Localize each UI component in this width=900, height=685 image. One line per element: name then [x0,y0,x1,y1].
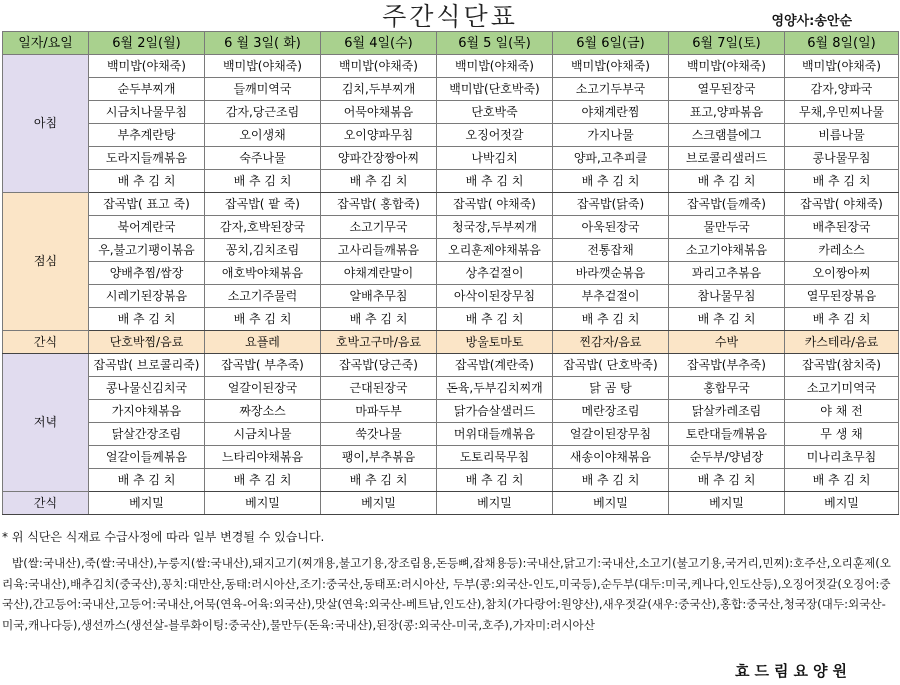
menu-row [3,446,899,469]
menu-cell: 호박고구마/음료 [321,331,437,354]
menu-cell: 스크램블에그 [669,124,785,147]
menu-cell: 시금치나물무침 [89,101,205,124]
menu-cell: 양배추찜/쌈장 [89,262,205,285]
menu-cell: 배 추 김 치 [437,170,553,193]
menu-cell: 배 추 김 치 [785,308,899,331]
menu-cell: 배 추 김 치 [89,308,205,331]
menu-cell: 수박 [669,331,785,354]
menu-cell: 고사리들깨볶음 [321,239,437,262]
menu-cell: 백미밥(야채죽) [205,55,321,78]
menu-cell: 표고,양파볶음 [669,101,785,124]
menu-cell: 잡곡밥( 홍합죽) [321,193,437,216]
menu-cell: 베지밀 [89,492,205,515]
menu-cell: 닭살간장조림 [89,423,205,446]
menu-cell: 배 추 김 치 [89,469,205,492]
menu-cell: 배 추 김 치 [205,170,321,193]
meal-label: 간식 [3,331,89,354]
menu-cell: 배 추 김 치 [553,170,669,193]
menu-cell: 잡곡밥(부추죽) [669,354,785,377]
menu-cell: 카스테라/음료 [785,331,899,354]
menu-cell: 요플레 [205,331,321,354]
menu-cell: 베지밀 [437,492,553,515]
meal-label: 아침 [3,55,89,193]
menu-row [3,124,899,147]
menu-row [3,262,899,285]
menu-cell: 백미밥(야채죽) [437,55,553,78]
menu-cell: 찐감자/음료 [553,331,669,354]
menu-cell: 아삭이된장무침 [437,285,553,308]
header-date-day: 일자/요일 [3,32,89,55]
meal-label: 점심 [3,193,89,331]
header-day-5: 6월 6일(금) [553,32,669,55]
menu-cell: 단호박죽 [437,101,553,124]
menu-cell: 머위대들깨볶음 [437,423,553,446]
menu-cell: 야채계란찜 [553,101,669,124]
menu-cell: 감자,호박된장국 [205,216,321,239]
menu-cell: 얼갈이된장국 [205,377,321,400]
menu-cell: 잡곡밥( 브로콜리죽) [89,354,205,377]
menu-cell: 백미밥(야채죽) [785,55,899,78]
menu-row [3,55,899,78]
menu-cell: 도라지들깨볶음 [89,147,205,170]
menu-cell: 배 추 김 치 [321,170,437,193]
menu-cell: 돈육,두부김치찌개 [437,377,553,400]
menu-cell: 짜장소스 [205,400,321,423]
header-row [3,32,899,55]
menu-cell: 콩나물무침 [785,147,899,170]
menu-cell: 콩나물신김치국 [89,377,205,400]
menu-cell: 가지야채볶음 [89,400,205,423]
menu-row [3,354,899,377]
menu-cell: 애호박야채볶음 [205,262,321,285]
menu-cell: 감자,당근조림 [205,101,321,124]
menu-row [3,239,899,262]
menu-cell: 백미밥(야채죽) [553,55,669,78]
menu-row [3,400,899,423]
menu-cell: 도토리묵무침 [437,446,553,469]
menu-cell: 백미밥(야채죽) [89,55,205,78]
menu-cell: 열무된장볶음 [785,285,899,308]
menu-cell: 잡곡밥(들깨죽) [669,193,785,216]
menu-cell: 배 추 김 치 [553,308,669,331]
menu-cell: 들깨미역국 [205,78,321,101]
menu-row [3,147,899,170]
menu-cell: 야 채 전 [785,400,899,423]
menu-cell: 배 추 김 치 [553,469,669,492]
page-title: 주간식단표 [382,2,518,31]
menu-cell: 새송이야채볶음 [553,446,669,469]
menu-cell: 오이생채 [205,124,321,147]
menu-row [3,193,899,216]
menu-cell: 무채,우민찌나물 [785,101,899,124]
menu-cell: 오이양파무침 [321,124,437,147]
menu-cell: 소고기무국 [321,216,437,239]
menu-cell: 닭 곰 탕 [553,377,669,400]
menu-cell: 홍합무국 [669,377,785,400]
menu-cell: 순두부/양념장 [669,446,785,469]
menu-cell: 잡곡밥(계란죽) [437,354,553,377]
meal-label: 간식 [3,492,89,515]
menu-cell: 미나리초무침 [785,446,899,469]
menu-cell: 꽁치,김치조림 [205,239,321,262]
menu-cell: 참나물무침 [669,285,785,308]
menu-cell: 소고기야채볶음 [669,239,785,262]
menu-cell: 양파,고추피클 [553,147,669,170]
menu-cell: 쑥갓나물 [321,423,437,446]
menu-cell: 얼갈이들께볶음 [89,446,205,469]
menu-cell: 숙주나물 [205,147,321,170]
menu-cell: 잡곡밥(참치죽) [785,354,899,377]
menu-cell: 베지밀 [205,492,321,515]
menu-cell: 닭살카레조림 [669,400,785,423]
menu-cell: 북어계란국 [89,216,205,239]
menu-cell: 바라깻순볶음 [553,262,669,285]
menu-cell: 어묵야채볶음 [321,101,437,124]
menu-cell: 베지밀 [553,492,669,515]
header-day-6: 6월 7일(토) [669,32,785,55]
menu-cell: 소고기주물럭 [205,285,321,308]
menu-cell: 가지나물 [553,124,669,147]
menu-cell: 베지밀 [785,492,899,515]
menu-cell: 베지밀 [321,492,437,515]
menu-cell: 양파간장짱아찌 [321,147,437,170]
menu-cell: 배 추 김 치 [89,170,205,193]
menu-cell: 배 추 김 치 [437,469,553,492]
menu-row [3,101,899,124]
menu-cell: 나박김치 [437,147,553,170]
menu-cell: 닭가슴살샐러드 [437,400,553,423]
menu-cell: 배 추 김 치 [321,308,437,331]
menu-cell: 배추된장국 [785,216,899,239]
menu-cell: 백미밥(야채죽) [321,55,437,78]
menu-row [3,331,899,354]
menu-cell: 카레소스 [785,239,899,262]
menu-cell: 토란대들깨볶음 [669,423,785,446]
menu-cell: 청국장,두부찌개 [437,216,553,239]
menu-row [3,216,899,239]
menu-row [3,377,899,400]
menu-cell: 김치,두부찌개 [321,78,437,101]
menu-cell: 꽈리고추볶음 [669,262,785,285]
menu-cell: 단호박찜/음료 [89,331,205,354]
menu-cell: 배 추 김 치 [785,469,899,492]
menu-cell: 배 추 김 치 [669,308,785,331]
meal-label: 저녁 [3,354,89,492]
menu-change-note: * 위 식단은 식재료 수급사정에 따라 일부 변경될 수 있습니다. [2,530,325,544]
menu-cell: 오징어젓갈 [437,124,553,147]
menu-cell: 잡곡밥( 부추죽) [205,354,321,377]
menu-cell: 잡곡밥( 팥 죽) [205,193,321,216]
menu-cell: 알배추무침 [321,285,437,308]
menu-cell: 얼갈이된장무침 [553,423,669,446]
menu-cell: 우,불고기팽이볶음 [89,239,205,262]
menu-cell: 마파두부 [321,400,437,423]
menu-cell: 열무된장국 [669,78,785,101]
origin-info: 밥(쌀:국내산),죽(쌀:국내산),누룽지(쌀:국내산),돼지고기(찌개용,불고기용,장조림용,돈등뼈,잡채용등):국내산,닭고기:국내산,소고기(불고기용,국거리,민찌):호주산,오리훈제(오리육:국내산),배추김치(중국산),꽁치:대만산,동태:러시아산,조기:중국산,동태포:러시아산, 두부(콩:외국산-인도,미국등),순두부(대두:미국,케나다,인도산등),오징어젓갈(오징어:중국산),간고등어:국내산,고등어:국내산,어묵(연육-어육:외국산),맛살(연육:외국산-베트남,인도산),참치(가다랑어:원양산),새우젓갈(새우:중국산),홍합:중국산,청국장(대두:외국산-미국,캐나다등),생선까스(생선살-블루화이팅:중국산),물만두(돈육:국내산),된장(콩:외국산-미국,호주),가자미:러시아산 [2,556,891,632]
menu-cell: 잡곡밥(닭죽) [553,193,669,216]
menu-row [3,469,899,492]
menu-cell: 브로콜리샐러드 [669,147,785,170]
header-day-2: 6 월 3일( 화) [205,32,321,55]
menu-cell: 배 추 김 치 [205,308,321,331]
menu-cell: 팽이,부추볶음 [321,446,437,469]
menu-cell: 비름나물 [785,124,899,147]
menu-cell: 배 추 김 치 [321,469,437,492]
menu-cell: 잡곡밥( 야채죽) [437,193,553,216]
header-day-4: 6월 5 일(목) [437,32,553,55]
menu-cell: 소고기두부국 [553,78,669,101]
header-day-1: 6월 2일(월) [89,32,205,55]
menu-cell: 배 추 김 치 [669,170,785,193]
menu-cell: 백미밥(야채죽) [669,55,785,78]
menu-cell: 근대된장국 [321,377,437,400]
menu-cell: 부추계란탕 [89,124,205,147]
header-day-7: 6월 8일(일) [785,32,899,55]
menu-cell: 부추겉절이 [553,285,669,308]
menu-cell: 잡곡밥(당근죽) [321,354,437,377]
menu-cell: 오리훈제야채볶음 [437,239,553,262]
menu-cell: 무 생 채 [785,423,899,446]
menu-row [3,78,899,101]
menu-cell: 오이짱아찌 [785,262,899,285]
menu-cell: 배 추 김 치 [785,170,899,193]
menu-row [3,423,899,446]
menu-row [3,285,899,308]
menu-cell: 감자,양파국 [785,78,899,101]
header-day-3: 6월 4일(수) [321,32,437,55]
menu-cell: 시금치나물 [205,423,321,446]
menu-cell: 배 추 김 치 [205,469,321,492]
menu-cell: 상추겉절이 [437,262,553,285]
menu-cell: 배 추 김 치 [437,308,553,331]
menu-cell: 물만두국 [669,216,785,239]
menu-row [3,308,899,331]
facility-name: 효드림요양원 [735,662,852,680]
menu-cell: 잡곡밥( 표고 죽) [89,193,205,216]
menu-row [3,492,899,515]
menu-cell: 잡곡밥( 야채죽) [785,193,899,216]
menu-cell: 방울토마토 [437,331,553,354]
menu-cell: 시레기된장볶음 [89,285,205,308]
menu-cell: 메란장조림 [553,400,669,423]
menu-cell: 느타리야채볶음 [205,446,321,469]
dietitian-name: 영양사:송안순 [771,14,852,29]
menu-cell: 베지밀 [669,492,785,515]
menu-row [3,170,899,193]
menu-cell: 아욱된장국 [553,216,669,239]
menu-cell: 배 추 김 치 [669,469,785,492]
menu-cell: 야채계란말이 [321,262,437,285]
menu-cell: 소고기미역국 [785,377,899,400]
menu-cell: 전통잡채 [553,239,669,262]
menu-cell: 백미밥(단호박죽) [437,78,553,101]
menu-cell: 잡곡밥( 단호박죽) [553,354,669,377]
weekly-menu-table [2,31,899,515]
menu-cell: 순두부찌개 [89,78,205,101]
